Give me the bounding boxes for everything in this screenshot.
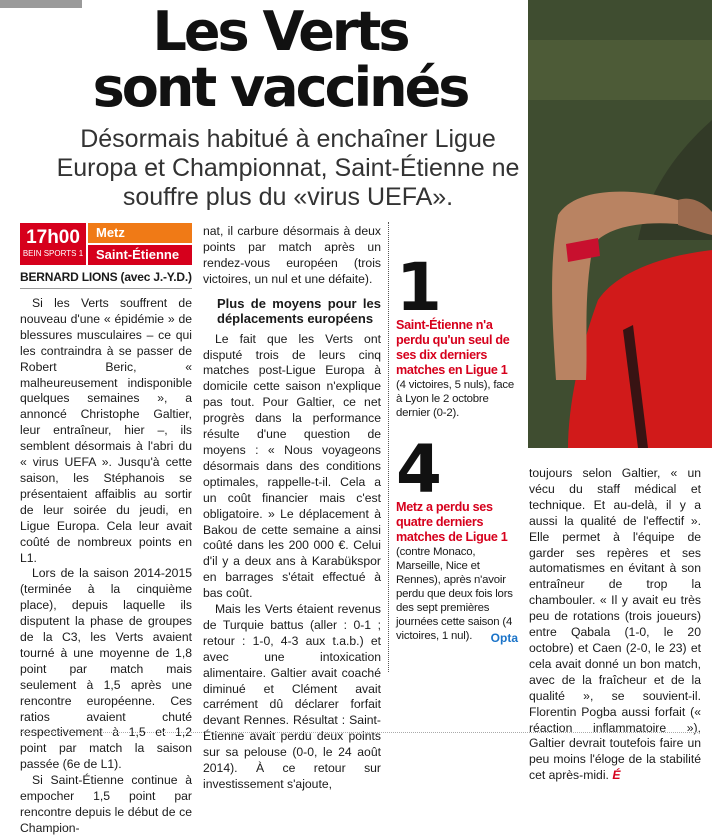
col3-paragraph <box>529 466 701 784</box>
stat-number: 4 <box>396 431 440 508</box>
match-team-1: Metz <box>88 223 192 243</box>
source-credit: Opta <box>490 631 518 645</box>
article-column-2 <box>203 224 381 793</box>
headline-line-1: Les Verts <box>152 0 408 63</box>
section-heading: Plus de moyens pour les déplacements européens <box>217 295 381 326</box>
match-time-block <box>20 223 86 265</box>
article-column-1 <box>20 296 192 837</box>
col1-paragraph: Si les Verts souffrent de nouveau d'une « épidémie » de blessures musculaires – ce qui les contraindra à se passer de Robert Beric, « malheureusement indisponible quelques semaines », a annoncé Christophe Galtier, leur entraîneur, hier –, ils semblent désormais à l'abri du « virus UEFA ». Jusqu'à cette saison, les Stéphanois se présentaient affaiblis au sortir de leur soirée du jeudi, en Ligue Europa. Cela leur avait coûté de nombreux points en L1. <box>20 296 192 565</box>
stat-number: 1 <box>396 249 440 326</box>
col2-intro: nat, il carbure désormais à deux points par match après un rendez-vous européen (trois victoires, un nul et une défaite). <box>203 224 381 286</box>
byline-rule <box>20 288 192 289</box>
end-mark: É <box>612 768 621 783</box>
headline-line-2: sont vaccinés <box>92 56 468 119</box>
column-divider <box>388 222 389 672</box>
match-time: 17h00 <box>26 227 80 248</box>
player-photo-illustration <box>528 0 712 448</box>
col3-text: toujours selon Galtier, « un vécu du staff médical et technique. Et au-delà, il y a aussi la qualité de l'effectif ». Elle permet à l'équipe de garder ses repères et ses automatismes en évitant à son entraîneur de trop la chambouler. « Il y avait eu très peu de rotations (trois joueurs) entre Qabala (1-0, le 20 octobre) et Caen (2-0, le 23) et cela avait donné un bon match, avec de la fraîcheur et de la qualité », se souvient-il. Florentin Pogba aussi forfait (« réaction inflammatoire »), Galtier devrait toutefois faire un peu moins l'éloge de la stabilité cet après-midi. <box>529 466 701 783</box>
stat-detail: (4 victoires, 5 nuls), face à Lyon le 2 octobre dernier (0-2). <box>396 379 515 419</box>
headline <box>40 0 520 119</box>
article-column-3 <box>529 466 701 784</box>
match-channel: BEIN SPORTS 1 <box>22 249 84 258</box>
byline: BERNARD LIONS (avec J.-Y.D.) <box>20 270 192 284</box>
subhead: Désormais habitué à enchaîner Ligue Europa et Championnat, Saint-Étienne ne souffre plus du «virus UEFA». <box>56 125 520 211</box>
stat-lead: Saint-Étienne n'a perdu qu'un seul de ses dix derniers matches en Ligue 1 <box>396 318 510 377</box>
col2-paragraph: Mais les Verts étaient revenus de Turquie battus (aller : 0-1 ; retour : 1-0, 4-3 aux t.a.b.) et avec une intoxication alimentaire. Galtier avait coaché diminué et Clément avait carrément dû déclarer forfait devant Rennes. Résultat : Saint-Étienne avait perdu deux points sur sa pelouse (0-0, le 24 août 2014). À ce retour sur investissement s'ajoute, <box>203 602 381 791</box>
match-box <box>20 223 192 265</box>
stats-box <box>396 249 518 645</box>
stat-item <box>396 431 518 643</box>
stat-lead: Metz a perdu ses quatre derniers matches de Ligue 1 <box>396 500 508 544</box>
match-team-2: Saint-Étienne <box>88 245 192 265</box>
stat-item <box>396 249 518 420</box>
player-photo <box>528 0 712 448</box>
bottom-rule <box>20 732 700 733</box>
col1-paragraph: Si Saint-Étienne continue à empocher 1,5 point par rencontre depuis le début de ce Champion- <box>20 773 192 835</box>
col1-paragraph: Lors de la saison 2014-2015 (terminée à la cinquième place), depuis laquelle ils disputent la phase de groupes de la C3, les Verts avaient tourné à une moyenne de 1,8 point par match mais seulement à 1,5 après une rencontre européenne. Ces ratios avaient chuté respectivement à 1,5 et 1,2 point par match la saison passée (6e de L1). <box>20 566 192 772</box>
col2-paragraph: Le fait que les Verts ont disputé trois de leurs cinq matches post-Ligue Europa à domicile cette saison n'explique pas tout. Pour Galtier, ce net progrès dans la performance résulte d'une question de moyens : « Nous voyageons désormais dans des conditions optimales, rappelle-t-il. Cela a un coût financier mais c'est obligatoire. » Le déplacement à Bakou de cette semaine a ainsi coûté dans les 200 000 €. Celui d'il y a deux ans à Karabükspor en barrages s'était effectué à bas coût. <box>203 331 381 601</box>
stat-detail: (contre Monaco, Marseille, Nice et Rennes), après n'avoir perdu que deux fois lors des sept premières journées cette saison (4 victoires, 1 nul). <box>396 546 513 642</box>
